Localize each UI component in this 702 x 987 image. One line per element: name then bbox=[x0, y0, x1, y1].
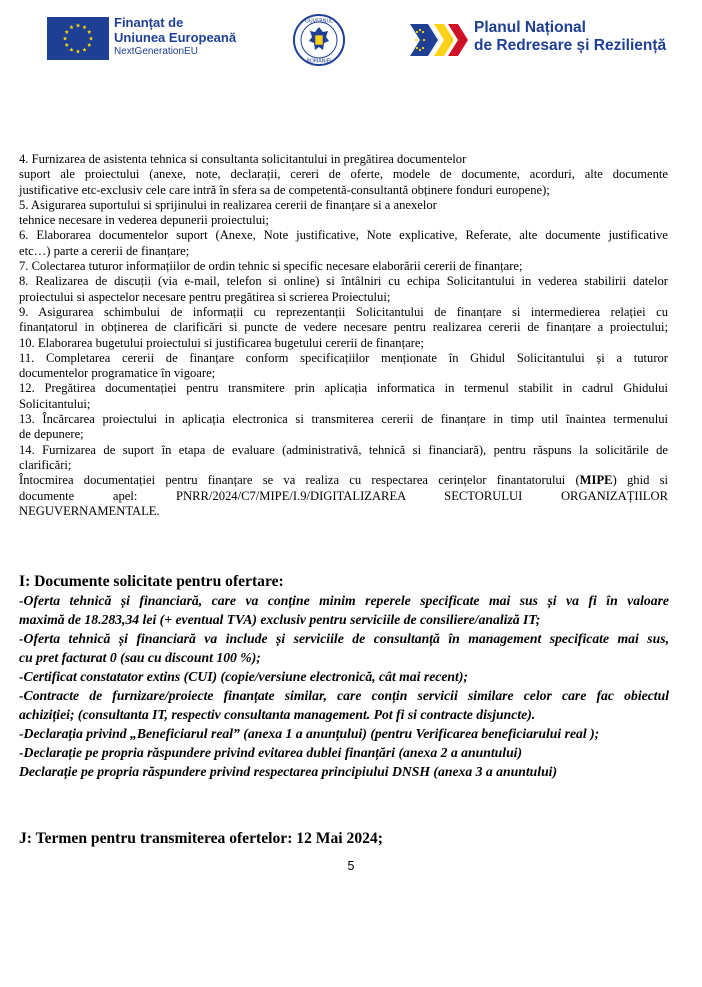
body-line: 5. Asigurarea suportului si sprijinului in realizarea cererii de finanțare si a anexelor bbox=[19, 197, 437, 212]
pnrr-logo-icon bbox=[408, 20, 468, 60]
eu-logo-line3: NextGenerationEU bbox=[114, 46, 198, 57]
body-line-mipe bbox=[19, 473, 668, 488]
section-i-line: -Oferta tehnică și financiară va include și serviciile de consultanță în management specificate mai sus, bbox=[19, 631, 669, 646]
section-i-line: -Oferta tehnică și financiară, care va conține minim reperele specificate mai sus și va fi în valoare bbox=[19, 593, 669, 608]
body-line: documentelor programatice în vigoare; bbox=[19, 366, 216, 381]
body-line: 9. Asigurarea schimbului de informații cu reprezentanții Solicitantului de finanțare si intermedierea relației cu bbox=[19, 304, 668, 319]
pnrr-label bbox=[474, 19, 666, 55]
section-i-line: -Declarație pe propria răspundere privind evitarea dublei finanțări (anexa 2 a anuntului) bbox=[19, 745, 523, 760]
gov-seal-top-text: GUVERNUL bbox=[305, 18, 333, 25]
section-i-line: achiziției; (consultanta IT, respectiv consultanta management. Pot fi si contracte disjuncte). bbox=[19, 707, 536, 722]
section-i-line: Declarație pe propria răspundere privind respectarea principiului DNSH (anexa 3 a anuntului) bbox=[19, 764, 558, 779]
section-i-title: I: Documente solicitate pentru ofertare: bbox=[19, 573, 284, 590]
body-line: proiectului si aspectelor necesare pentru pregătirea si scrierea Proiectului; bbox=[19, 289, 391, 304]
body-line: finanțatorul in obținerea de clarificări si puncte de vedere necesare pentru realizarea cererii de finanțare a proiectului; bbox=[19, 320, 668, 335]
body-line: 11. Completarea cererii de finanțare conform specificațiilor menționate în Ghidul Solicitantului și a tuturor bbox=[19, 350, 668, 365]
eu-flag-icon bbox=[47, 17, 109, 60]
body-line: justificative etc-exclusiv cele care intră în sfera sa de competentă-consultantă obținere fonduri europene); bbox=[19, 182, 550, 197]
eu-stars-icon bbox=[47, 17, 109, 60]
body-line: documente apel: PNRR/2024/C7/MIPE/I.9/DIGITALIZAREA SECTORULUI ORGANIZAȚIILOR bbox=[19, 488, 668, 503]
section-i-line: -Declarația privind „Beneficiarul real” (anexa 1 a anunțului) (pentru Verificarea beneficiarului real ); bbox=[19, 726, 600, 741]
section-i-items bbox=[19, 591, 669, 781]
eu-funding-label bbox=[114, 15, 236, 58]
gov-seal-bottom-text: ROMÂNIEI bbox=[306, 58, 332, 65]
body-line: NEGUVERNAMENTALE. bbox=[19, 503, 160, 518]
body-line: suport ale proiectului (anexe, note, declarații, cereri de oferte, modele de documente, acorduri, alte documente bbox=[19, 167, 668, 182]
page-number: 5 bbox=[347, 859, 355, 873]
mipe-intro: Întocmirea documentației pentru finanțare se va realiza cu respectarea cerințelor finantatorului ( bbox=[19, 473, 580, 488]
romanian-government-seal-icon bbox=[293, 14, 345, 66]
eu-logo-line2: Uniunea Europeană bbox=[114, 30, 237, 45]
section-i-line: -Certificat constatator extins (CUI) (copie/versiune electronică, cât mai recent); bbox=[19, 669, 468, 684]
body-line: 12. Pregătirea documentației pentru transmitere prin aplicația informatica in termenul stabilit in cadrul Ghidului bbox=[19, 381, 668, 396]
body-line: 8. Realizarea de discuții (via e-mail, telefon si online) si întâlniri cu echipa Solicitantului in vederea stabilirii datelor bbox=[19, 274, 668, 289]
body-line: clarificări; bbox=[19, 457, 72, 472]
section-i-line: cu pret facturat 0 (sau cu discount 100 %); bbox=[19, 650, 261, 665]
section-j-title: J: Termen pentru transmiterea ofertelor: 12 Mai 2024; bbox=[19, 830, 383, 847]
body-line: Solicitantului; bbox=[19, 396, 91, 411]
body-line: de depunere; bbox=[19, 427, 84, 442]
body-line: 10. Elaborarea bugetului proiectului si justificarea bugetului cererii de finanțare; bbox=[19, 335, 424, 350]
body-line: 4. Furnizarea de asistenta tehnica si consultanta solicitantului in pregătirea documentelor bbox=[19, 152, 467, 166]
pnrr-line1: Planul Național bbox=[474, 19, 586, 36]
services-list bbox=[19, 152, 668, 519]
section-i-line: -Contracte de furnizare/proiecte finanțate similar, care conțin servicii similare celor care fac obiectul bbox=[19, 688, 669, 703]
page-header bbox=[0, 0, 702, 80]
mipe-after: ) ghid si bbox=[612, 473, 668, 488]
body-line: 14. Furnizarea de suport în etapa de evaluare (administrativă, tehnică si financiară), pentru răspuns la solicitările de bbox=[19, 442, 668, 457]
pnrr-line2: de Redresare și Reziliență bbox=[474, 37, 667, 54]
mipe-bold: MIPE bbox=[579, 473, 613, 488]
body-line: 13. Încărcarea proiectului in aplicația electronica si transmiterea cererii de finanțare in timp util înaintea termenului bbox=[19, 412, 668, 427]
body-line: etc…) parte a cererii de finanțare; bbox=[19, 243, 190, 258]
section-i-line: maximă de 18.283,34 lei (+ eventual TVA) exclusiv pentru serviciile de consiliere/analiză IT; bbox=[19, 612, 541, 627]
body-line: tehnice necesare in vederea depunerii proiectului; bbox=[19, 213, 269, 228]
body-line: 6. Elaborarea documentelor suport (Anexe, Note justificative, Note explicative, Referate, alte documente justificative bbox=[19, 228, 668, 243]
body-line: 7. Colectarea tuturor informațiilor de ordin tehnic si specific necesare elaborării cererii de finanțare; bbox=[19, 259, 523, 274]
eu-logo-line1: Finanțat de bbox=[114, 15, 184, 30]
